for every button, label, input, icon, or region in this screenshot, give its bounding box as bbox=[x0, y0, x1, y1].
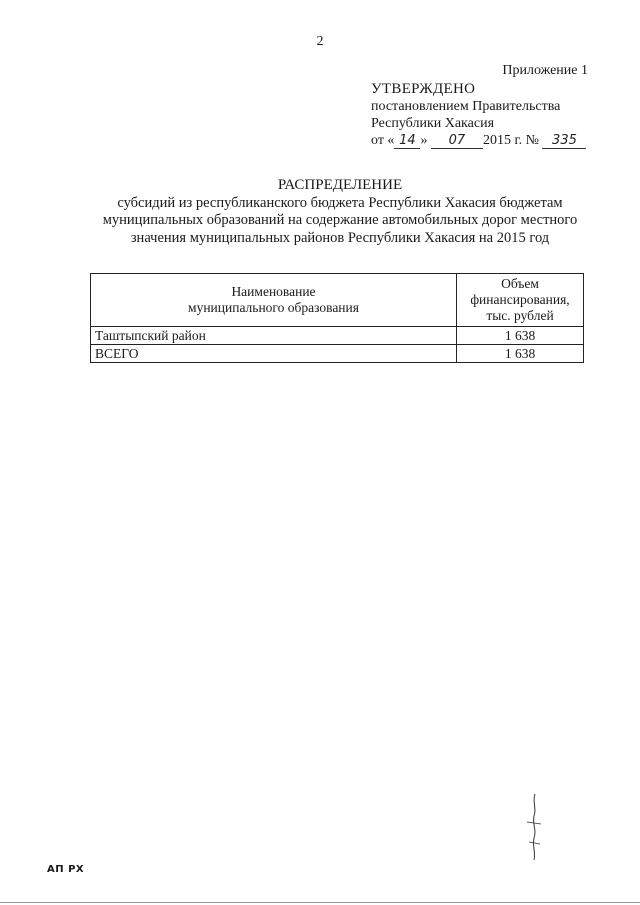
header-municipality bbox=[91, 274, 457, 327]
distribution-table bbox=[90, 273, 584, 363]
approval-stamp: УТВЕРЖДЕНО bbox=[371, 81, 476, 97]
page-number: 2 bbox=[316, 34, 324, 49]
footer-code: АП РХ bbox=[47, 864, 85, 875]
approval-block bbox=[371, 81, 586, 149]
row-name: ВСЕГО bbox=[91, 345, 457, 363]
handwritten-day: 14 bbox=[394, 134, 420, 149]
table-header-row bbox=[91, 274, 584, 327]
header-amount-line-1: Объем bbox=[501, 276, 539, 291]
table-row-total bbox=[91, 345, 584, 363]
page-bottom-line bbox=[0, 902, 640, 903]
handwritten-month: 07 bbox=[431, 134, 483, 149]
header-amount bbox=[457, 274, 584, 327]
header-name-line-1: Наименование bbox=[231, 284, 316, 299]
document-title bbox=[60, 177, 620, 247]
header-amount-line-2: финансирования, bbox=[470, 292, 570, 307]
title-heading: РАСПРЕДЕЛЕНИЕ bbox=[277, 177, 403, 193]
header-name-line-2: муниципального образования bbox=[188, 300, 359, 315]
row-amount: 1 638 bbox=[457, 327, 584, 345]
table-row bbox=[91, 327, 584, 345]
approval-date-line bbox=[371, 132, 586, 149]
row-name: Таштыпский район bbox=[91, 327, 457, 345]
number-sign: № bbox=[525, 133, 539, 148]
row-amount: 1 638 bbox=[457, 345, 584, 363]
year-text: 2015 г. bbox=[482, 133, 523, 148]
title-line-2: муниципальных образований на содержание автомобильных дорог местного bbox=[102, 212, 578, 228]
appendix-label: Приложение 1 bbox=[502, 63, 588, 78]
header-amount-line-3: тыс. рублей bbox=[486, 308, 554, 323]
signature-mark bbox=[523, 792, 545, 862]
handwritten-number: 335 bbox=[542, 134, 586, 149]
date-mid: » bbox=[420, 133, 428, 148]
title-line-1: субсидий из республиканского бюджета Республики Хакасия бюджетам bbox=[117, 194, 563, 211]
approval-line-2: Республики Хакасия bbox=[371, 116, 495, 131]
title-line-3: значения муниципальных районов Республики Хакасия на 2015 год bbox=[130, 229, 550, 246]
date-prefix: от « bbox=[371, 133, 395, 148]
approval-line-1: постановлением Правительства bbox=[371, 99, 561, 114]
